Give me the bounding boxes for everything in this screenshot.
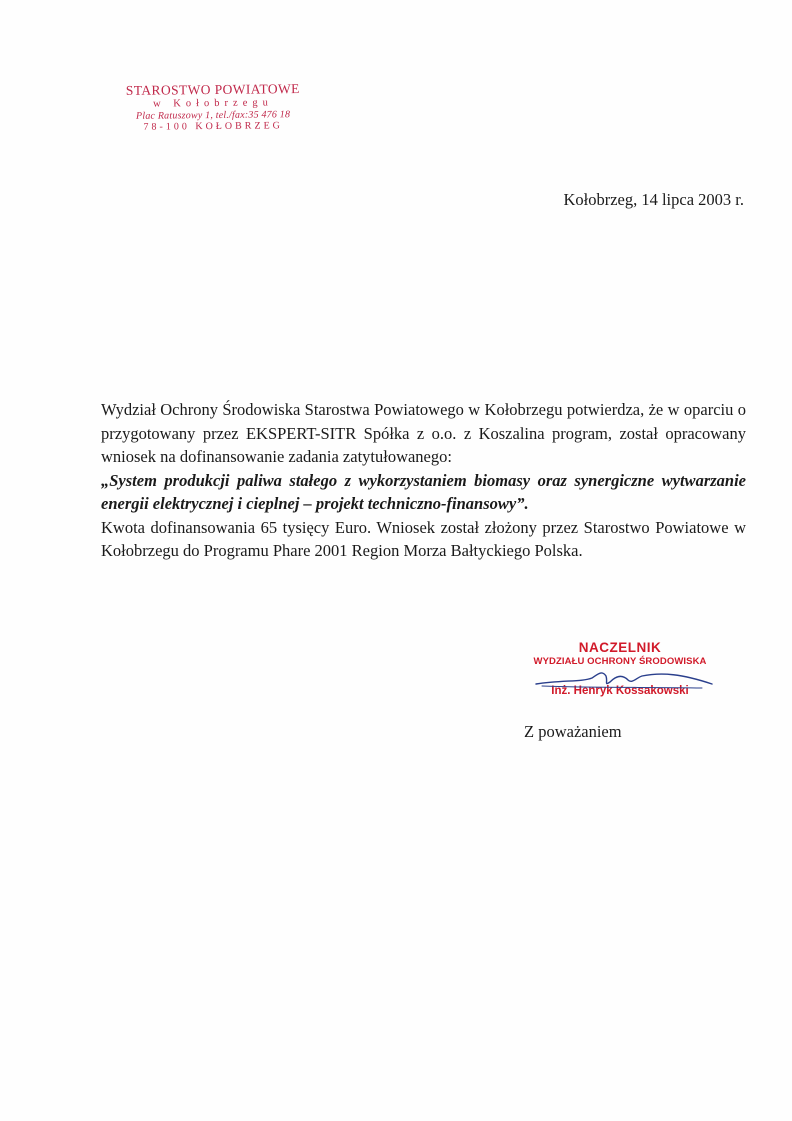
signatory-department: WYDZIAŁU OCHRONY ŚRODOWISKA [533, 656, 707, 667]
signatory-role: NACZELNIK [578, 640, 662, 655]
project-title: „System produkcji paliwa stałego z wykorzystaniem biomasy oraz synergiczne wytwarzanie energii elektrycznej i cieplnej – projekt techniczno-finansowy”. [101, 470, 746, 513]
signatory-name: Inż. Henryk Kossakowski [551, 685, 689, 697]
header-stamp [108, 81, 319, 134]
stamp-line-office: STAROSTWO POWIATOWE [125, 81, 300, 98]
stamp-line-address: Plac Ratuszowy 1, tel./fax:35 476 18 [135, 108, 291, 122]
letter-body [101, 398, 746, 563]
body-paragraph-1: Wydział Ochrony Środowiska Starostwa Powiatowego w Kołobrzegu potwierdza, że w oparciu o przygotowany przez EKSPERT-SITR Spółka z o.o. z Koszalina program, został opracowany wniosek na dofinansowanie zadania zatytułowanego: [101, 400, 746, 466]
stamp-line-postal: 78-100 KOŁOBRZEG [143, 120, 283, 133]
handwritten-signature [532, 664, 717, 692]
body-paragraph-2: Kwota dofinansowania 65 tysięcy Euro. Wniosek został złożony przez Starostwo Powiatowe w Kołobrzegu do Programu Phare 2001 Region Morza Bałtyckiego Polska. [101, 517, 746, 560]
closing-phrase: Z poważaniem [524, 722, 622, 741]
letter-date: Kołobrzeg, 14 lipca 2003 r. [563, 190, 744, 209]
stamp-line-city: w Kołobrzegu [153, 96, 273, 110]
